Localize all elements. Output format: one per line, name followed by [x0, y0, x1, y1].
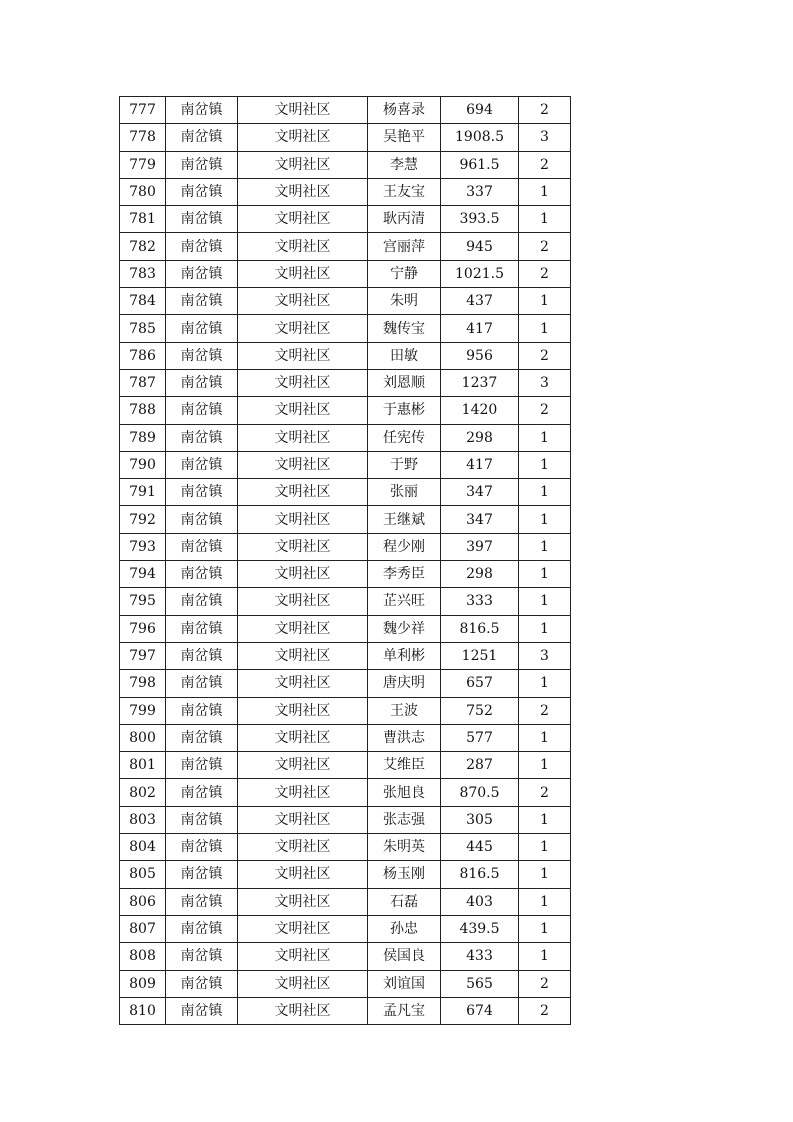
- town-cell: 南岔镇: [166, 642, 238, 669]
- count-cell: 1: [519, 888, 571, 915]
- town-cell: 南岔镇: [166, 779, 238, 806]
- amount-cell: 287: [441, 752, 519, 779]
- community-cell: 文明社区: [238, 888, 368, 915]
- community-cell: 文明社区: [238, 752, 368, 779]
- table-row: [120, 561, 571, 588]
- row-number-cell: 782: [120, 233, 166, 260]
- table-row: [120, 260, 571, 287]
- community-cell: 文明社区: [238, 397, 368, 424]
- person-name-cell: 任宪传: [368, 424, 441, 451]
- person-name-cell: 杨喜录: [368, 97, 441, 124]
- amount-cell: 945: [441, 233, 519, 260]
- amount-cell: 961.5: [441, 151, 519, 178]
- amount-cell: 565: [441, 970, 519, 997]
- town-cell: 南岔镇: [166, 997, 238, 1024]
- row-number-cell: 801: [120, 752, 166, 779]
- row-number-cell: 779: [120, 151, 166, 178]
- amount-cell: 347: [441, 506, 519, 533]
- count-cell: 1: [519, 315, 571, 342]
- count-cell: 3: [519, 369, 571, 396]
- community-cell: 文明社区: [238, 260, 368, 287]
- town-cell: 南岔镇: [166, 233, 238, 260]
- row-number-cell: 799: [120, 697, 166, 724]
- town-cell: 南岔镇: [166, 752, 238, 779]
- row-number-cell: 781: [120, 206, 166, 233]
- count-cell: 1: [519, 943, 571, 970]
- amount-cell: 1021.5: [441, 260, 519, 287]
- row-number-cell: 795: [120, 588, 166, 615]
- community-cell: 文明社区: [238, 288, 368, 315]
- table-row: [120, 288, 571, 315]
- row-number-cell: 807: [120, 915, 166, 942]
- row-number-cell: 808: [120, 943, 166, 970]
- community-cell: 文明社区: [238, 970, 368, 997]
- row-number-cell: 789: [120, 424, 166, 451]
- amount-cell: 657: [441, 670, 519, 697]
- table-row: [120, 369, 571, 396]
- amount-cell: 1908.5: [441, 124, 519, 151]
- amount-cell: 433: [441, 943, 519, 970]
- table-row: [120, 615, 571, 642]
- amount-cell: 397: [441, 533, 519, 560]
- count-cell: 1: [519, 451, 571, 478]
- amount-cell: 1237: [441, 369, 519, 396]
- person-name-cell: 单利彬: [368, 642, 441, 669]
- person-name-cell: 孟凡宝: [368, 997, 441, 1024]
- table-row: [120, 588, 571, 615]
- table-row: [120, 206, 571, 233]
- row-number-cell: 793: [120, 533, 166, 560]
- town-cell: 南岔镇: [166, 615, 238, 642]
- count-cell: 1: [519, 615, 571, 642]
- person-name-cell: 宁静: [368, 260, 441, 287]
- count-cell: 2: [519, 97, 571, 124]
- community-cell: 文明社区: [238, 233, 368, 260]
- community-cell: 文明社区: [238, 369, 368, 396]
- row-number-cell: 810: [120, 997, 166, 1024]
- table-row: [120, 943, 571, 970]
- person-name-cell: 魏少祥: [368, 615, 441, 642]
- town-cell: 南岔镇: [166, 206, 238, 233]
- count-cell: 1: [519, 670, 571, 697]
- community-cell: 文明社区: [238, 424, 368, 451]
- person-name-cell: 张志强: [368, 806, 441, 833]
- table-row: [120, 397, 571, 424]
- town-cell: 南岔镇: [166, 288, 238, 315]
- table-row: [120, 997, 571, 1024]
- amount-cell: 752: [441, 697, 519, 724]
- amount-cell: 393.5: [441, 206, 519, 233]
- table-row: [120, 861, 571, 888]
- row-number-cell: 791: [120, 479, 166, 506]
- town-cell: 南岔镇: [166, 369, 238, 396]
- person-name-cell: 朱明: [368, 288, 441, 315]
- table-row: [120, 233, 571, 260]
- town-cell: 南岔镇: [166, 315, 238, 342]
- count-cell: 2: [519, 151, 571, 178]
- person-name-cell: 李秀臣: [368, 561, 441, 588]
- person-name-cell: 王波: [368, 697, 441, 724]
- town-cell: 南岔镇: [166, 151, 238, 178]
- town-cell: 南岔镇: [166, 561, 238, 588]
- community-cell: 文明社区: [238, 670, 368, 697]
- table-row: [120, 97, 571, 124]
- row-number-cell: 809: [120, 970, 166, 997]
- town-cell: 南岔镇: [166, 806, 238, 833]
- row-number-cell: 788: [120, 397, 166, 424]
- person-name-cell: 于野: [368, 451, 441, 478]
- count-cell: 1: [519, 861, 571, 888]
- count-cell: 2: [519, 260, 571, 287]
- amount-cell: 1420: [441, 397, 519, 424]
- count-cell: 1: [519, 424, 571, 451]
- amount-cell: 333: [441, 588, 519, 615]
- town-cell: 南岔镇: [166, 834, 238, 861]
- community-cell: 文明社区: [238, 342, 368, 369]
- person-name-cell: 张旭良: [368, 779, 441, 806]
- town-cell: 南岔镇: [166, 506, 238, 533]
- community-cell: 文明社区: [238, 479, 368, 506]
- person-name-cell: 宫丽萍: [368, 233, 441, 260]
- amount-cell: 674: [441, 997, 519, 1024]
- person-name-cell: 芷兴旺: [368, 588, 441, 615]
- town-cell: 南岔镇: [166, 178, 238, 205]
- table-body: [120, 97, 571, 1025]
- row-number-cell: 804: [120, 834, 166, 861]
- amount-cell: 816.5: [441, 615, 519, 642]
- town-cell: 南岔镇: [166, 724, 238, 751]
- town-cell: 南岔镇: [166, 970, 238, 997]
- town-cell: 南岔镇: [166, 260, 238, 287]
- count-cell: 2: [519, 397, 571, 424]
- town-cell: 南岔镇: [166, 124, 238, 151]
- count-cell: 1: [519, 752, 571, 779]
- community-cell: 文明社区: [238, 506, 368, 533]
- count-cell: 2: [519, 970, 571, 997]
- town-cell: 南岔镇: [166, 588, 238, 615]
- table-row: [120, 342, 571, 369]
- row-number-cell: 796: [120, 615, 166, 642]
- count-cell: 1: [519, 178, 571, 205]
- person-name-cell: 杨玉刚: [368, 861, 441, 888]
- person-name-cell: 程少刚: [368, 533, 441, 560]
- data-table: [119, 96, 571, 1025]
- town-cell: 南岔镇: [166, 861, 238, 888]
- community-cell: 文明社区: [238, 943, 368, 970]
- community-cell: 文明社区: [238, 779, 368, 806]
- table-row: [120, 697, 571, 724]
- row-number-cell: 802: [120, 779, 166, 806]
- count-cell: 1: [519, 206, 571, 233]
- community-cell: 文明社区: [238, 533, 368, 560]
- town-cell: 南岔镇: [166, 670, 238, 697]
- amount-cell: 298: [441, 424, 519, 451]
- town-cell: 南岔镇: [166, 915, 238, 942]
- person-name-cell: 唐庆明: [368, 670, 441, 697]
- amount-cell: 305: [441, 806, 519, 833]
- count-cell: 1: [519, 834, 571, 861]
- person-name-cell: 侯国良: [368, 943, 441, 970]
- amount-cell: 870.5: [441, 779, 519, 806]
- town-cell: 南岔镇: [166, 533, 238, 560]
- row-number-cell: 784: [120, 288, 166, 315]
- community-cell: 文明社区: [238, 915, 368, 942]
- person-name-cell: 石磊: [368, 888, 441, 915]
- person-name-cell: 张丽: [368, 479, 441, 506]
- table-row: [120, 670, 571, 697]
- community-cell: 文明社区: [238, 315, 368, 342]
- town-cell: 南岔镇: [166, 479, 238, 506]
- amount-cell: 577: [441, 724, 519, 751]
- row-number-cell: 806: [120, 888, 166, 915]
- count-cell: 1: [519, 479, 571, 506]
- person-name-cell: 吴艳平: [368, 124, 441, 151]
- person-name-cell: 于惠彬: [368, 397, 441, 424]
- person-name-cell: 刘谊国: [368, 970, 441, 997]
- amount-cell: 403: [441, 888, 519, 915]
- person-name-cell: 孙忠: [368, 915, 441, 942]
- table-row: [120, 642, 571, 669]
- amount-cell: 347: [441, 479, 519, 506]
- table-row: [120, 724, 571, 751]
- count-cell: 2: [519, 342, 571, 369]
- count-cell: 2: [519, 779, 571, 806]
- row-number-cell: 794: [120, 561, 166, 588]
- person-name-cell: 耿丙清: [368, 206, 441, 233]
- person-name-cell: 艾维臣: [368, 752, 441, 779]
- table-row: [120, 752, 571, 779]
- row-number-cell: 785: [120, 315, 166, 342]
- town-cell: 南岔镇: [166, 97, 238, 124]
- count-cell: 2: [519, 233, 571, 260]
- person-name-cell: 王继斌: [368, 506, 441, 533]
- community-cell: 文明社区: [238, 697, 368, 724]
- row-number-cell: 798: [120, 670, 166, 697]
- count-cell: 1: [519, 506, 571, 533]
- amount-cell: 956: [441, 342, 519, 369]
- count-cell: 2: [519, 997, 571, 1024]
- community-cell: 文明社区: [238, 451, 368, 478]
- table-row: [120, 806, 571, 833]
- table-row: [120, 779, 571, 806]
- town-cell: 南岔镇: [166, 424, 238, 451]
- count-cell: 1: [519, 724, 571, 751]
- count-cell: 3: [519, 642, 571, 669]
- table-row: [120, 915, 571, 942]
- row-number-cell: 778: [120, 124, 166, 151]
- person-name-cell: 李慧: [368, 151, 441, 178]
- town-cell: 南岔镇: [166, 397, 238, 424]
- count-cell: 1: [519, 806, 571, 833]
- community-cell: 文明社区: [238, 642, 368, 669]
- town-cell: 南岔镇: [166, 342, 238, 369]
- count-cell: 1: [519, 288, 571, 315]
- table-row: [120, 451, 571, 478]
- count-cell: 2: [519, 697, 571, 724]
- community-cell: 文明社区: [238, 724, 368, 751]
- community-cell: 文明社区: [238, 178, 368, 205]
- community-cell: 文明社区: [238, 151, 368, 178]
- row-number-cell: 787: [120, 369, 166, 396]
- community-cell: 文明社区: [238, 97, 368, 124]
- table-row: [120, 178, 571, 205]
- amount-cell: 1251: [441, 642, 519, 669]
- amount-cell: 694: [441, 97, 519, 124]
- row-number-cell: 805: [120, 861, 166, 888]
- count-cell: 1: [519, 915, 571, 942]
- community-cell: 文明社区: [238, 588, 368, 615]
- amount-cell: 417: [441, 315, 519, 342]
- count-cell: 1: [519, 588, 571, 615]
- row-number-cell: 783: [120, 260, 166, 287]
- row-number-cell: 800: [120, 724, 166, 751]
- town-cell: 南岔镇: [166, 451, 238, 478]
- table-row: [120, 506, 571, 533]
- row-number-cell: 797: [120, 642, 166, 669]
- community-cell: 文明社区: [238, 806, 368, 833]
- table-row: [120, 888, 571, 915]
- table-row: [120, 424, 571, 451]
- community-cell: 文明社区: [238, 615, 368, 642]
- amount-cell: 437: [441, 288, 519, 315]
- community-cell: 文明社区: [238, 861, 368, 888]
- table-row: [120, 970, 571, 997]
- town-cell: 南岔镇: [166, 697, 238, 724]
- count-cell: 1: [519, 533, 571, 560]
- community-cell: 文明社区: [238, 561, 368, 588]
- person-name-cell: 曹洪志: [368, 724, 441, 751]
- row-number-cell: 777: [120, 97, 166, 124]
- table-row: [120, 834, 571, 861]
- amount-cell: 298: [441, 561, 519, 588]
- amount-cell: 337: [441, 178, 519, 205]
- person-name-cell: 刘恩顺: [368, 369, 441, 396]
- table-row: [120, 533, 571, 560]
- amount-cell: 417: [441, 451, 519, 478]
- town-cell: 南岔镇: [166, 888, 238, 915]
- count-cell: 1: [519, 561, 571, 588]
- row-number-cell: 780: [120, 178, 166, 205]
- amount-cell: 816.5: [441, 861, 519, 888]
- row-number-cell: 792: [120, 506, 166, 533]
- row-number-cell: 803: [120, 806, 166, 833]
- table-row: [120, 124, 571, 151]
- amount-cell: 439.5: [441, 915, 519, 942]
- community-cell: 文明社区: [238, 997, 368, 1024]
- table-row: [120, 151, 571, 178]
- community-cell: 文明社区: [238, 124, 368, 151]
- row-number-cell: 790: [120, 451, 166, 478]
- community-cell: 文明社区: [238, 834, 368, 861]
- row-number-cell: 786: [120, 342, 166, 369]
- table-row: [120, 315, 571, 342]
- count-cell: 3: [519, 124, 571, 151]
- person-name-cell: 朱明英: [368, 834, 441, 861]
- person-name-cell: 田敏: [368, 342, 441, 369]
- town-cell: 南岔镇: [166, 943, 238, 970]
- amount-cell: 445: [441, 834, 519, 861]
- table-row: [120, 479, 571, 506]
- person-name-cell: 王友宝: [368, 178, 441, 205]
- community-cell: 文明社区: [238, 206, 368, 233]
- person-name-cell: 魏传宝: [368, 315, 441, 342]
